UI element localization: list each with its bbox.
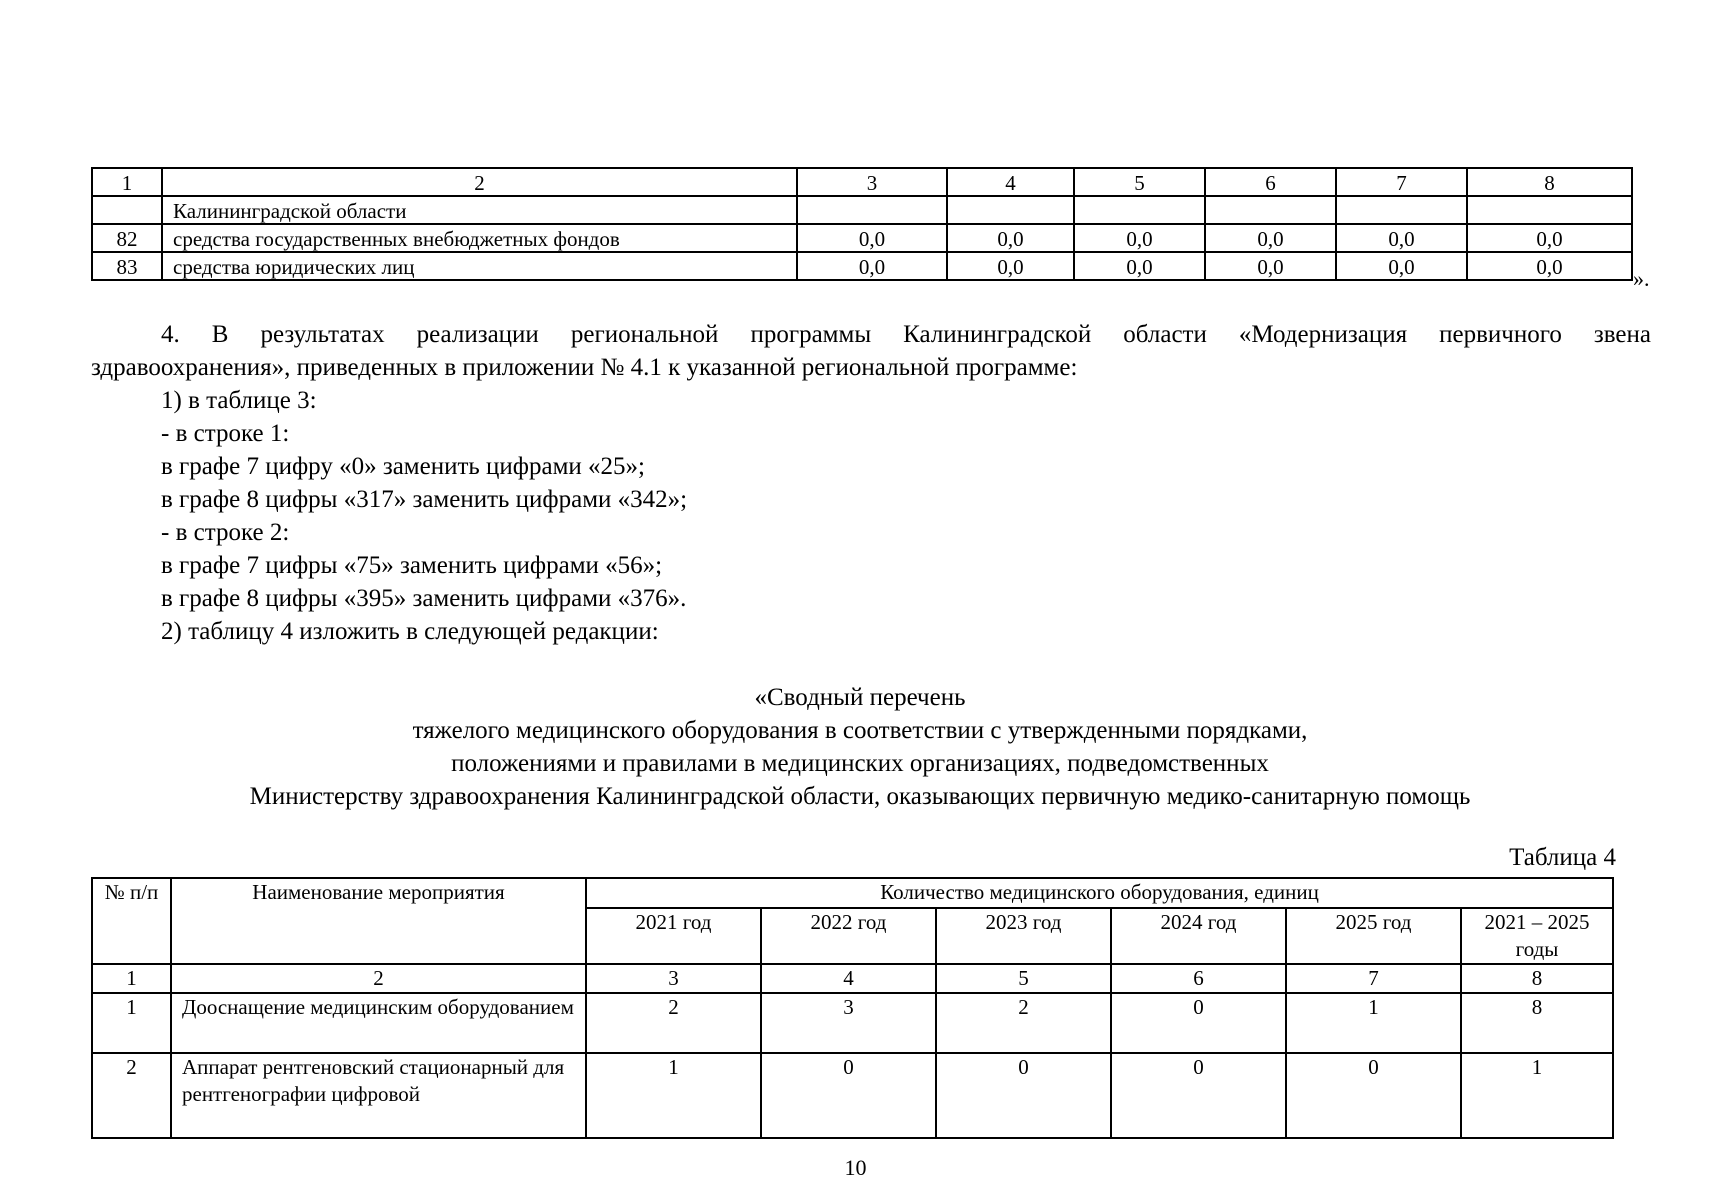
row-name: средства юридических лиц (162, 252, 797, 280)
paragraph-item: - в строке 2: (161, 519, 290, 546)
row-number: 82 (92, 224, 162, 252)
paragraph-line: здравоохранения», приведенных в приложении № 4.1 к указанной региональной программе: (91, 354, 1078, 381)
row-value: 0 (1286, 1053, 1461, 1138)
row-name: Калининградской области (162, 196, 797, 224)
row-value: 0,0 (1205, 252, 1336, 280)
table-caption: Таблица 4 (1509, 844, 1616, 871)
row-value: 0,0 (1074, 252, 1205, 280)
row-value: 0,0 (1074, 224, 1205, 252)
header-cell: 8 (1467, 168, 1632, 196)
index-cell: 4 (761, 964, 936, 993)
col-num-header: № п/п (92, 878, 171, 964)
title-line: Министерству здравоохранения Калининградской области, оказывающих первичную медико-санитарную помощь (249, 783, 1471, 810)
index-cell: 2 (171, 964, 586, 993)
row-value (1074, 196, 1205, 224)
row-number (92, 196, 162, 224)
row-value (947, 196, 1074, 224)
year-header: 2021 – 2025 годы (1461, 908, 1613, 964)
paragraph-item: - в строке 1: (161, 420, 290, 447)
row-name: Аппарат рентгеновский стационарный для рентгенографии цифровой (171, 1053, 586, 1138)
row-value: 0 (761, 1053, 936, 1138)
paragraph-item: 2) таблицу 4 изложить в следующей редакции: (161, 618, 659, 645)
paragraph-item: в графе 8 цифры «317» заменить цифрами «342»; (161, 486, 688, 513)
row-value: 1 (1461, 1053, 1613, 1138)
header-cell: 3 (797, 168, 947, 196)
closing-quote: ». (1633, 266, 1650, 291)
year-header: 2025 год (1286, 908, 1461, 964)
table-4 (91, 877, 1614, 1139)
row-value: 2 (586, 993, 761, 1053)
row-value: 0,0 (1336, 224, 1467, 252)
title-line: тяжелого медицинского оборудования в соответствии с утвержденными порядками, (412, 717, 1308, 744)
table-header-row (92, 168, 1632, 196)
header-cell: 1 (92, 168, 162, 196)
row-value: 0 (1111, 1053, 1286, 1138)
index-cell: 6 (1111, 964, 1286, 993)
table-header-row (92, 878, 1613, 908)
row-value: 0,0 (797, 252, 947, 280)
col-name-header: Наименование мероприятия (171, 878, 586, 964)
title-line: положениями и правилами в медицинских организациях, подведомственных (451, 750, 1269, 777)
row-value: 3 (761, 993, 936, 1053)
row-value: 0,0 (1336, 252, 1467, 280)
year-header: 2023 год (936, 908, 1111, 964)
row-value: 0,0 (1467, 252, 1632, 280)
row-number: 83 (92, 252, 162, 280)
row-value: 2 (936, 993, 1111, 1053)
col-group-header: Количество медицинского оборудования, единиц (586, 878, 1613, 908)
row-value (1336, 196, 1467, 224)
row-number: 2 (92, 1053, 171, 1138)
row-value (1467, 196, 1632, 224)
row-value: 0,0 (947, 252, 1074, 280)
row-value: 8 (1461, 993, 1613, 1053)
row-number: 1 (92, 993, 171, 1053)
year-header: 2021 год (586, 908, 761, 964)
header-cell: 4 (947, 168, 1074, 196)
document-title (60, 681, 1660, 813)
title-line: «Сводный перечень (754, 684, 966, 711)
row-value: 0,0 (1467, 224, 1632, 252)
row-value (797, 196, 947, 224)
row-value: 0,0 (1205, 224, 1336, 252)
header-cell: 5 (1074, 168, 1205, 196)
row-name: средства государственных внебюджетных фондов (162, 224, 797, 252)
row-name: Дооснащение медицинским оборудованием (171, 993, 586, 1053)
header-cell: 7 (1336, 168, 1467, 196)
row-value: 0,0 (797, 224, 947, 252)
index-cell: 5 (936, 964, 1111, 993)
year-header: 2024 год (1111, 908, 1286, 964)
table-row (92, 252, 1632, 280)
table-row (92, 993, 1613, 1053)
row-value (1205, 196, 1336, 224)
row-value: 1 (586, 1053, 761, 1138)
row-value: 0,0 (947, 224, 1074, 252)
row-value: 0 (936, 1053, 1111, 1138)
year-header: 2022 год (761, 908, 936, 964)
table-row (92, 196, 1632, 224)
index-cell: 1 (92, 964, 171, 993)
paragraph-item: в графе 8 цифры «395» заменить цифрами «376». (161, 585, 687, 612)
index-row (92, 964, 1613, 993)
paragraph-line: 4. В результатах реализации региональной программы Калининградской области «Модернизация первичного звена (161, 321, 1651, 348)
paragraph-item: в графе 7 цифру «0» заменить цифрами «25»; (161, 453, 645, 480)
table-row (92, 1053, 1613, 1138)
paragraph-item: 1) в таблице 3: (161, 387, 317, 414)
index-cell: 3 (586, 964, 761, 993)
top-table (91, 167, 1633, 281)
page-number: 10 (844, 1155, 867, 1180)
header-cell: 2 (162, 168, 797, 196)
row-value: 0 (1111, 993, 1286, 1053)
index-cell: 7 (1286, 964, 1461, 993)
index-cell: 8 (1461, 964, 1613, 993)
row-value: 1 (1286, 993, 1461, 1053)
paragraph (91, 318, 1651, 384)
header-cell: 6 (1205, 168, 1336, 196)
table-row (92, 224, 1632, 252)
paragraph-item: в графе 7 цифры «75» заменить цифрами «56»; (161, 552, 663, 579)
